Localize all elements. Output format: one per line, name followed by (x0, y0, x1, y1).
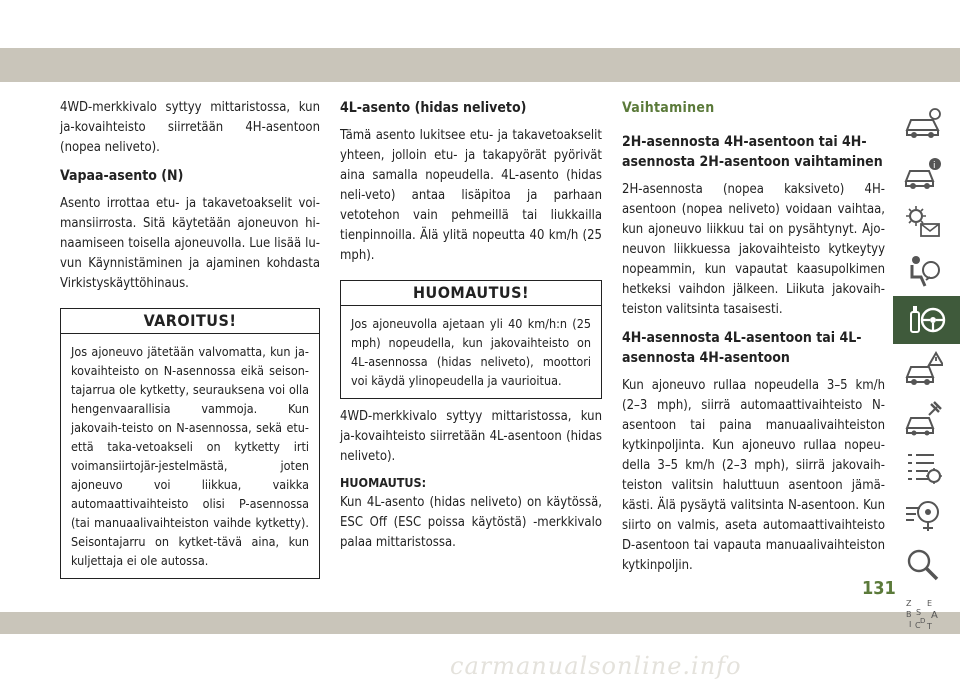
body-paragraph: Asento irrottaa etu- ja takavetoakselit voi-mansiirrosta. Sitä käytetään ajoneuvon hi-naamiseen toisella ajoneuvolla. Lue lisää lu-vun Käynnistäminen ja ajaminen kohdasta Virkistyskäyttöhinaus. (60, 196, 320, 291)
subsection-heading-1: 2H-asennosta 4H-asentoon tai 4H-asennosta 2H-asentoon vaihtaminen (622, 134, 883, 170)
svg-text:i: i (933, 161, 936, 171)
body-paragraph-2: 4WD-merkkivalo syttyy mittaristossa, kun ja-kovaihteisto siirretään 4L-asentoon (hidas neliveto). (340, 409, 602, 464)
body-paragraph-2: Kun ajoneuvo rullaa nopeudella 3–5 km/h (2–3 mph), siirrä automaattivaihteisto N-asentoon tai paina manuaalivaihteiston kytkinpoljinta. Kun ajoneuvo rullaa nopeu-della 3–5 km/h (2–3 mph), siirrä jakovaih-teiston valitsin haluttuun asentoon jämä-kästi. Älä pysäytä valitsinta N-asentoon. Kun siirto on valmis, aseta automaattivaihteisto D-asentoon tai vapauta manuaalivaihteiston kytkinpoljin. (622, 378, 885, 573)
svg-text:E: E (927, 599, 933, 608)
body-paragraph-1: 2H-asennosta (nopea kaksiveto) 4H-asentoon (nopea neliveto) voidaan vaihtaa, kun ajoneuvo liikkuu tai on pysähtynyt. Ajo-neuvon liikkuessa jakovaihteisto kytkeytyy nopeammin, kun vapautat kaasupolkimen hetkeksi vaihdon jälkeen. Liikuta jakovaih-teiston valitsinta tasaisesti. (622, 182, 885, 317)
body-paragraph: Tämä asento lukitsee etu- ja takavetoakselit yhteen, jolloin etu- ja takapyörät pyörivät aina samalla nopeudella. 4L-asento (hidas neli-veto) antaa lisäpitoa ja parhaan vetotehon vain pehmeillä tai liukkailla tienpinnoilla. Älä ylitä nopeutta 40 km/h (25 mph). (340, 128, 602, 263)
steering-wheel-icon[interactable] (893, 296, 960, 344)
top-margin (0, 0, 960, 48)
svg-text:D: D (920, 617, 926, 625)
multimedia-icon[interactable] (893, 492, 953, 540)
caution-title: HUOMAUTUS! (341, 281, 601, 306)
section-heading: 4L-asento (hidas neliveto) (340, 100, 527, 116)
section-title: Vaihtaminen (622, 100, 715, 116)
alphabet-index-icon[interactable] (893, 590, 953, 638)
page-number: 131 (862, 578, 896, 599)
note-body: Kun 4L-asento (hidas neliveto) on käytössä, ESC Off (ESC poissa käytöstä) -merkkivalo palaa mittaristossa. (340, 495, 602, 550)
column-3 (622, 98, 885, 582)
svg-text:I: I (909, 620, 912, 629)
roadside-warning-icon[interactable] (893, 345, 953, 393)
chapter-tabs (893, 100, 960, 639)
svg-text:Z: Z (906, 599, 912, 608)
warning-title: VAROITUS! (61, 309, 319, 334)
watermark: carmanualsonline.info (450, 652, 742, 680)
car-warning-icon[interactable] (893, 149, 953, 197)
warning-body: Jos ajoneuvo jätetään valvomatta, kun ja-kovaihteisto on N-asennossa eikä seison-tajarrua ole kytketty, seurauksena voi olla hengenvaarallisia vammoja. Kun jakovaih-teisto on N-asennossa, sekä etu- että taka-vetoakseli on kytketty irti voimansiirtojär-jestelmästä, joten ajoneuvo voi liikkua, vaikka automaattivaihteisto olisi P-asennossa (tai manuaalivaihteiston vaihde kytketty). Seisontajarru on kytket-tävä aina, kun kuljettaja ei ole autossa. (71, 344, 309, 568)
caution-body: Jos ajoneuvolla ajetaan yli 40 km/h:n (25 mph) nopeudella, kun jakovaihteisto on 4L-asennossa (hidas neliveto), moottori voi käydä ylinopeudella ja vaurioitua. (351, 316, 591, 388)
car-info-icon[interactable] (893, 100, 953, 148)
caution-box (340, 280, 602, 399)
svg-text:S: S (916, 608, 922, 617)
intro-paragraph: 4WD-merkkivalo syttyy mittaristossa, kun ja-kovaihteisto siirretään 4H-asentoon (nopea neliveto). (60, 100, 320, 155)
footer-band (0, 612, 960, 634)
svg-text:T: T (927, 622, 932, 631)
airbag-icon[interactable] (893, 247, 953, 295)
column-2 (340, 98, 602, 559)
svg-text:B: B (906, 610, 912, 619)
header-band (0, 48, 960, 82)
section-heading: Vapaa-asento (N) (60, 168, 184, 184)
svg-text:C: C (915, 621, 921, 630)
search-index-icon[interactable] (893, 541, 953, 589)
column-1 (60, 98, 320, 579)
specifications-list-icon[interactable] (893, 443, 953, 491)
svg-text:A: A (931, 610, 938, 621)
dashboard-lights-icon[interactable] (893, 198, 953, 246)
subsection-heading-2: 4H-asennosta 4L-asentoon tai 4L-asennosta 4H-asentoon (622, 330, 862, 366)
note-title: HUOMAUTUS: (340, 475, 427, 490)
warning-box (60, 308, 320, 579)
maintenance-icon[interactable] (893, 394, 953, 442)
